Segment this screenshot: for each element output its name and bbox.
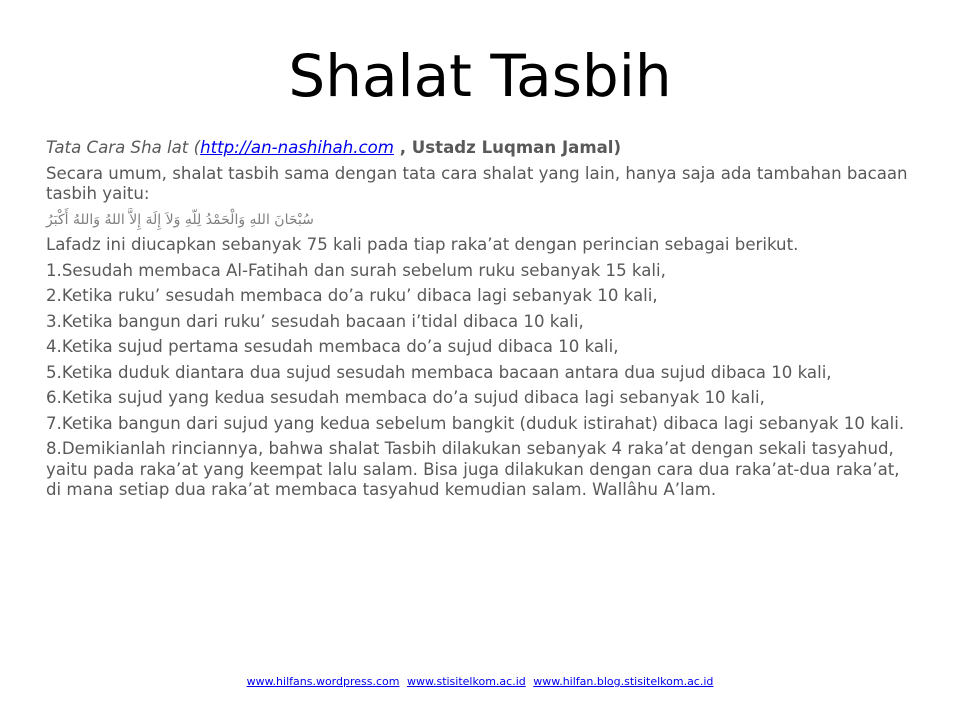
- arabic-tasbih: سُبْحَانَ اللهِ وَالْحَمْدُ لِلّهِ وَلاَ إِلَهَ إِلاَّ اللهُ وَاللهُ أَكْبَرُ: [46, 211, 314, 228]
- list-item: 1.Sesudah membaca Al-Fatihah dan surah sebelum ruku sebanyak 15 kali,: [46, 260, 666, 280]
- intro-paragraph: Secara umum, shalat tasbih sama dengan tata cara shalat yang lain, hanya saja ada tambahan bacaan tasbih yaitu:: [46, 163, 908, 203]
- list-item: 2.Ketika ruku’ sesudah membaca do’a ruku’ dibaca lagi sebanyak 10 kali,: [46, 286, 658, 305]
- list-item: 6.Ketika sujud yang kedua sesudah membaca do’a sujud dibaca lagi sebanyak 10 kali,: [46, 388, 765, 407]
- list-item: 7.Ketika bangun dari sujud yang kedua sebelum bangkit (duduk istirahat) dibaca lagi sebanyak 10 kali.: [46, 413, 905, 433]
- subtitle-suffix: , Ustadz Luqman Jamal): [393, 138, 622, 157]
- slide-title: Shalat Tasbih: [288, 42, 672, 110]
- list-item: 4.Ketika sujud pertama sesudah membaca do’a sujud dibaca 10 kali,: [46, 337, 619, 356]
- list-item: 8.Demikianlah rinciannya, bahwa shalat Tasbih dilakukan sebanyak 4 raka’at dengan sekali tasyahud, yaitu pada raka’at yang keempat lalu salam. Bisa juga dilakukan dengan cara dua raka’at-dua raka’at, di mana setiap dua raka’at membaca tasyahud kemudian salam. Wallâhu A’lam.: [46, 439, 900, 499]
- lafadz-paragraph: Lafadz ini diucapkan sebanyak 75 kali pada tiap raka’at dengan perincian sebagai berikut.: [46, 235, 799, 254]
- footer-link-stisitelkom[interactable]: www.stisitelkom.ac.id: [406, 675, 526, 688]
- subtitle: [46, 138, 918, 159]
- footer-links: [0, 675, 960, 688]
- subtitle-prefix: Tata Cara Sha lat (: [46, 138, 201, 157]
- list-item: 3.Ketika bangun dari ruku’ sesudah bacaan i’tidal dibaca 10 kali,: [46, 311, 584, 331]
- footer-link-blog[interactable]: www.hilfan.blog.stisitelkom.ac.id: [533, 675, 714, 688]
- list-item: 5.Ketika duduk diantara dua sujud sesudah membaca bacaan antara dua sujud dibaca 10 kali,: [46, 362, 832, 382]
- footer-link-hilfans[interactable]: www.hilfans.wordpress.com: [246, 675, 400, 688]
- steps-list: [46, 261, 918, 501]
- slide-body: [46, 138, 918, 506]
- source-link[interactable]: http://an-nashihah.com: [200, 138, 394, 157]
